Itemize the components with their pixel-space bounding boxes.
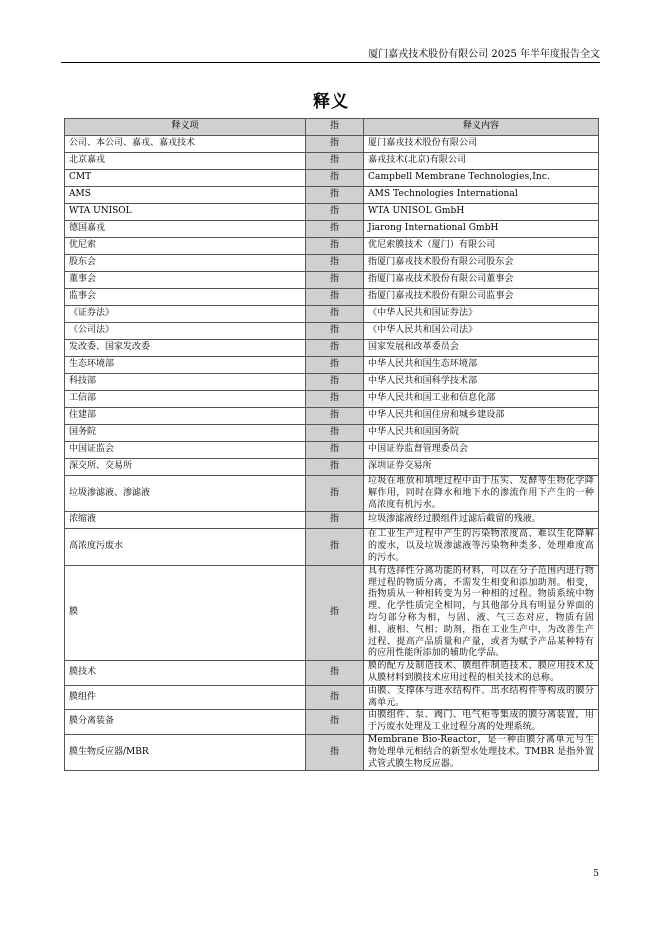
term-cell: 北京嘉戎 — [65, 153, 306, 170]
table-row — [65, 685, 599, 710]
definition-cell: 深圳证券交易所 — [364, 459, 599, 476]
table-row — [65, 204, 599, 221]
table-row — [65, 323, 599, 340]
definition-cell: 指厦门嘉戎技术股份有限公司股东会 — [364, 255, 599, 272]
definitions-table — [64, 118, 599, 771]
term-cell: 《公司法》 — [65, 323, 306, 340]
term-cell: 国务院 — [65, 425, 306, 442]
term-cell: 生态环境部 — [65, 357, 306, 374]
definition-cell: 中华人民共和国住房和城乡建设部 — [364, 408, 599, 425]
definition-cell: 指厦门嘉戎技术股份有限公司监事会 — [364, 289, 599, 306]
term-cell: 住建部 — [65, 408, 306, 425]
column-header-term: 释义项 — [65, 119, 306, 136]
term-cell: CMT — [65, 170, 306, 187]
ref-cell: 指 — [306, 255, 364, 272]
ref-cell: 指 — [306, 408, 364, 425]
term-cell: 科技部 — [65, 374, 306, 391]
page-number: 5 — [593, 869, 599, 879]
definition-cell: 中华人民共和国国务院 — [364, 425, 599, 442]
table-row — [65, 374, 599, 391]
definition-cell: 优尼索膜技术（厦门）有限公司 — [364, 238, 599, 255]
table-row — [65, 153, 599, 170]
term-cell: 董事会 — [65, 272, 306, 289]
ref-cell: 指 — [306, 238, 364, 255]
page-title: 释义 — [313, 92, 349, 112]
ref-cell: 指 — [306, 391, 364, 408]
table-body — [65, 136, 599, 771]
term-cell: 公司、本公司、嘉戎、嘉戎技术 — [65, 136, 306, 153]
table-row — [65, 442, 599, 459]
table-row — [65, 221, 599, 238]
term-cell: 德国嘉戎 — [65, 221, 306, 238]
term-cell: 深交所、交易所 — [65, 459, 306, 476]
ref-cell: 指 — [306, 289, 364, 306]
ref-cell: 指 — [306, 187, 364, 204]
table-row — [65, 459, 599, 476]
definition-cell: 由膜组件、泵、阀门、电气柜等集成的膜分离装置，用于污废水处理及工业过程分离的处理系统。 — [364, 710, 599, 735]
table-row — [65, 565, 599, 660]
table-row — [65, 734, 599, 770]
ref-cell: 指 — [306, 136, 364, 153]
ref-cell: 指 — [306, 459, 364, 476]
table-row — [65, 238, 599, 255]
table-row — [65, 476, 599, 512]
ref-cell: 指 — [306, 323, 364, 340]
definition-cell: 《中华人民共和国证券法》 — [364, 306, 599, 323]
table-row — [65, 272, 599, 289]
definition-cell: 中国证券监督管理委员会 — [364, 442, 599, 459]
ref-cell: 指 — [306, 442, 364, 459]
running-header: 厦门嘉戎技术股份有限公司 2025 年半年度报告全文 — [368, 49, 600, 60]
term-cell: WTA UNISOL — [65, 204, 306, 221]
table-row — [65, 408, 599, 425]
term-cell: 中国证监会 — [65, 442, 306, 459]
header-rule — [61, 62, 600, 63]
term-cell: 股东会 — [65, 255, 306, 272]
term-cell: 垃圾渗滤液、渗滤液 — [65, 476, 306, 512]
table-row — [65, 661, 599, 686]
ref-cell: 指 — [306, 374, 364, 391]
term-cell: 监事会 — [65, 289, 306, 306]
ref-cell: 指 — [306, 685, 364, 710]
ref-cell: 指 — [306, 529, 364, 565]
ref-cell: 指 — [306, 476, 364, 512]
definition-cell: 具有选择性分离功能的材料，可以在分子范围内进行物理过程的物质分离，不需发生相变和添加助剂。相变，指物质从一种相转变为另一种相的过程。物质系统中物理、化学性质完全相同，与其他部分具有明显分界面的均匀部分称为相，与固、液、气三态对应，物质有固相、液相、气相；助剂，指在工业生产中，为改善生产过程、提高产品质量和产量，或者为赋予产品某种特有的应用性能所添加的辅助化学品。 — [364, 565, 599, 660]
ref-cell: 指 — [306, 204, 364, 221]
definition-cell: AMS Technologies International — [364, 187, 599, 204]
table-row — [65, 357, 599, 374]
term-cell: 工信部 — [65, 391, 306, 408]
definition-cell: Campbell Membrane Technologies,Inc. — [364, 170, 599, 187]
ref-cell: 指 — [306, 425, 364, 442]
definition-cell: 垃圾在堆放和填埋过程中由于压实、发酵等生物化学降解作用，同时在降水和地下水的渗流作用下产生的一种高浓度有机污水。 — [364, 476, 599, 512]
ref-cell: 指 — [306, 565, 364, 660]
definition-cell: 在工业生产过程中产生的污染物浓度高、难以生化降解的废水，以及垃圾渗滤液等污染物种类多、处理难度高的污水。 — [364, 529, 599, 565]
table-row — [65, 306, 599, 323]
term-cell: 发改委、国家发改委 — [65, 340, 306, 357]
ref-cell: 指 — [306, 734, 364, 770]
table-row — [65, 255, 599, 272]
definition-cell: 中华人民共和国工业和信息化部 — [364, 391, 599, 408]
term-cell: 《证券法》 — [65, 306, 306, 323]
term-cell: 膜分离装备 — [65, 710, 306, 735]
definition-cell: Jiarong International GmbH — [364, 221, 599, 238]
definition-cell: 指厦门嘉戎技术股份有限公司董事会 — [364, 272, 599, 289]
table-row — [65, 170, 599, 187]
definition-cell: 中华人民共和国科学技术部 — [364, 374, 599, 391]
term-cell: 高浓度污废水 — [65, 529, 306, 565]
definition-cell: WTA UNISOL GmbH — [364, 204, 599, 221]
ref-cell: 指 — [306, 272, 364, 289]
ref-cell: 指 — [306, 710, 364, 735]
ref-cell: 指 — [306, 512, 364, 529]
definition-cell: 国家发展和改革委员会 — [364, 340, 599, 357]
ref-cell: 指 — [306, 170, 364, 187]
column-header-ref: 指 — [306, 119, 364, 136]
term-cell: 膜生物反应器/MBR — [65, 734, 306, 770]
definition-cell: 膜的配方及制造技术、膜组件制造技术、膜应用技术及从膜材料到膜技术应用过程的相关技术的总称。 — [364, 661, 599, 686]
definition-cell: 《中华人民共和国公司法》 — [364, 323, 599, 340]
table-row — [65, 340, 599, 357]
term-cell: 优尼索 — [65, 238, 306, 255]
definition-cell: 垃圾渗滤液经过膜组件过滤后截留的残液。 — [364, 512, 599, 529]
ref-cell: 指 — [306, 661, 364, 686]
ref-cell: 指 — [306, 153, 364, 170]
table-row — [65, 710, 599, 735]
table-row — [65, 187, 599, 204]
definition-cell: 中华人民共和国生态环境部 — [364, 357, 599, 374]
term-cell: AMS — [65, 187, 306, 204]
table-header-row — [65, 119, 599, 136]
term-cell: 膜 — [65, 565, 306, 660]
ref-cell: 指 — [306, 340, 364, 357]
term-cell: 膜组件 — [65, 685, 306, 710]
term-cell: 膜技术 — [65, 661, 306, 686]
table-row — [65, 289, 599, 306]
definition-cell: 厦门嘉戎技术股份有限公司 — [364, 136, 599, 153]
table-row — [65, 512, 599, 529]
definition-cell: 由膜、支撑体与进水结构件、出水结构件等构成的膜分离单元。 — [364, 685, 599, 710]
ref-cell: 指 — [306, 306, 364, 323]
table-row — [65, 136, 599, 153]
definition-cell: 嘉戎技术(北京)有限公司 — [364, 153, 599, 170]
term-cell: 浓缩液 — [65, 512, 306, 529]
table-row — [65, 391, 599, 408]
ref-cell: 指 — [306, 221, 364, 238]
table-row — [65, 529, 599, 565]
ref-cell: 指 — [306, 357, 364, 374]
definition-cell: Membrane Bio-Reactor，是一种由膜分离单元与生物处理单元相结合的新型水处理技术。TMBR 是指外置式管式膜生物反应器。 — [364, 734, 599, 770]
column-header-definition: 释义内容 — [364, 119, 599, 136]
table-row — [65, 425, 599, 442]
